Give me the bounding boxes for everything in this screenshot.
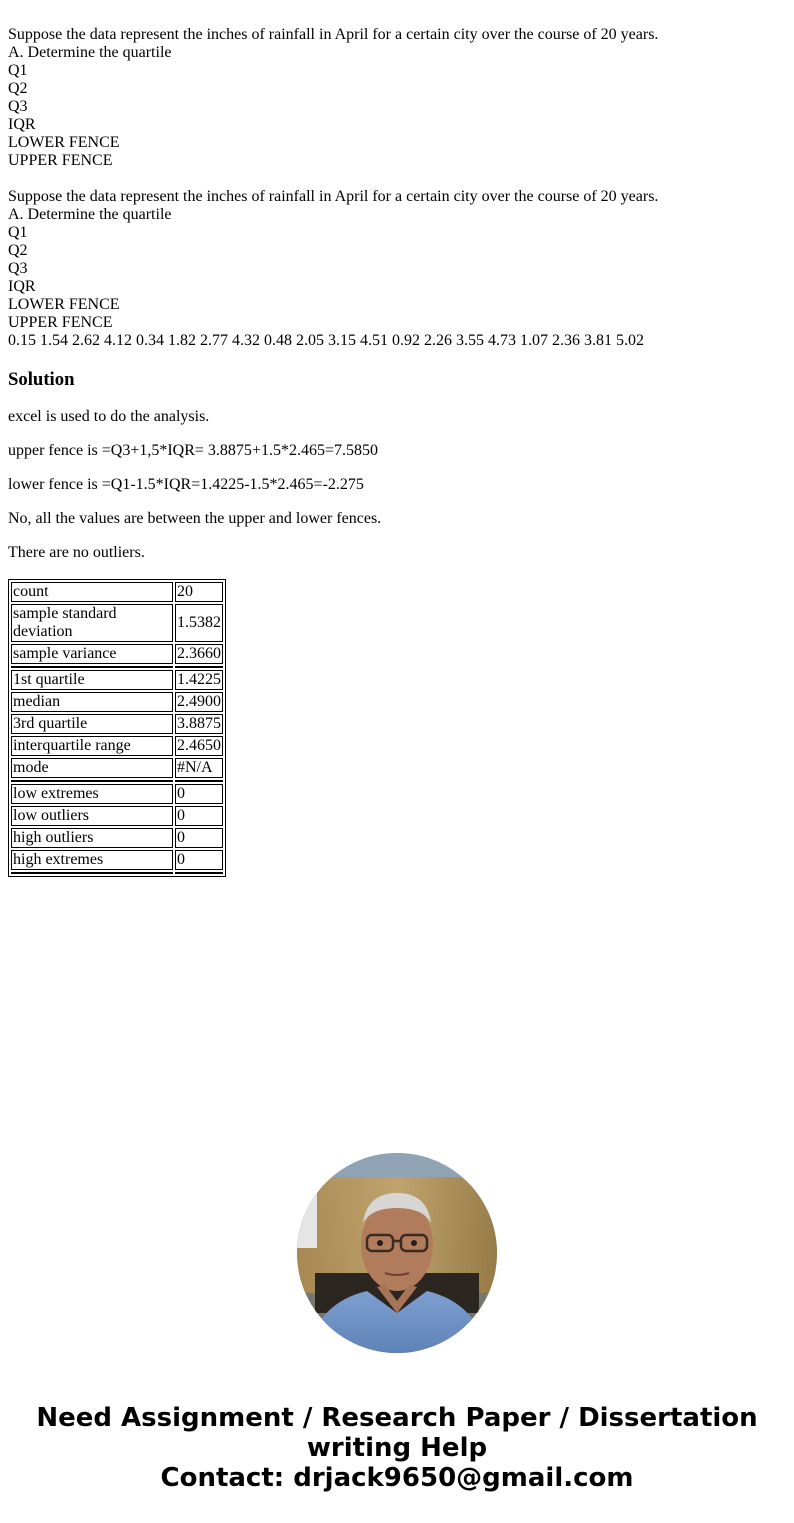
stat-value: 20: [175, 582, 223, 602]
stat-value: 3.8875: [177, 715, 221, 732]
stat-label: sample standard deviation: [11, 604, 173, 642]
solution-paragraph: lower fence is =Q1-1.5*IQR=1.4225-1.5*2.465=-2.275: [8, 476, 364, 493]
question-line: UPPER FENCE: [8, 314, 113, 331]
stat-label: 1st quartile: [11, 670, 173, 690]
question-line: UPPER FENCE: [8, 152, 113, 169]
table-row: [11, 644, 223, 664]
question-line: LOWER FENCE: [8, 296, 120, 313]
question-line: LOWER FENCE: [8, 134, 120, 151]
table-row: [11, 714, 223, 734]
footer-contact: Contact: drjack9650@gmail.com: [160, 1463, 634, 1493]
solution-paragraph: There are no outliers.: [8, 544, 145, 561]
question-line: Q1: [8, 62, 28, 79]
question-line: IQR: [8, 116, 36, 133]
question-line: Suppose the data represent the inches of rainfall in April for a certain city over the course of 20 years.: [8, 188, 659, 205]
table-row: [11, 736, 223, 756]
table-row: [11, 670, 223, 690]
question-line: A. Determine the quartile: [8, 44, 172, 61]
question-text: [8, 26, 788, 350]
descriptive-stats-table: [8, 579, 226, 877]
stat-value: 2.4650: [177, 737, 221, 754]
table-row: [11, 850, 223, 870]
table-separator: [11, 872, 223, 874]
stat-label: 3rd quartile: [11, 714, 173, 734]
table-row: [11, 692, 223, 712]
question-line: Q1: [8, 224, 28, 241]
question-line: Q2: [8, 80, 28, 97]
stat-value: 2.3660: [177, 645, 221, 662]
stat-value: 2.4900: [177, 693, 221, 710]
stat-value: 0: [175, 850, 223, 870]
stat-label: interquartile range: [11, 736, 173, 756]
stat-value: 1.5382: [175, 604, 223, 642]
footer-banner: [0, 1403, 794, 1493]
table-row: [11, 784, 223, 804]
portrait-photo: [297, 1153, 497, 1353]
stat-value: 0: [175, 828, 223, 848]
table-row: [11, 604, 223, 642]
stat-label: low outliers: [11, 806, 173, 826]
solution-heading: Solution: [8, 369, 75, 390]
rainfall-data: 0.15 1.54 2.62 4.12 0.34 1.82 2.77 4.32 0.48 2.05 3.15 4.51 0.92 2.26 3.55 4.73 1.07 2.36 3.81 5.02: [8, 332, 644, 349]
stat-value: #N/A: [175, 758, 223, 778]
stat-label: mode: [11, 758, 173, 778]
question-line: IQR: [8, 278, 36, 295]
table-row: [11, 582, 223, 602]
stat-value: 0: [175, 806, 223, 826]
footer-line: writing Help: [306, 1433, 488, 1463]
table-separator: [11, 666, 223, 668]
stat-value: 1.4225: [177, 671, 221, 688]
solution-paragraph: No, all the values are between the upper and lower fences.: [8, 510, 382, 527]
solution-paragraph: excel is used to do the analysis.: [8, 408, 210, 425]
footer-line: Need Assignment / Research Paper / Dissertation: [36, 1403, 758, 1433]
question-line: Q3: [8, 98, 28, 115]
question-line: Suppose the data represent the inches of rainfall in April for a certain city over the course of 20 years.: [8, 26, 659, 43]
table-row: [11, 758, 223, 778]
table-row: [11, 828, 223, 848]
table-row: [11, 806, 223, 826]
stat-label: high extremes: [11, 850, 173, 870]
question-line: A. Determine the quartile: [8, 206, 172, 223]
stat-value: 0: [175, 784, 223, 804]
question-line: Q3: [8, 260, 28, 277]
solution-paragraph: upper fence is =Q3+1,5*IQR= 3.8875+1.5*2.465=7.5850: [8, 442, 378, 459]
stat-label: median: [11, 692, 173, 712]
stat-label: count: [11, 582, 173, 602]
avatar: [297, 1153, 497, 1353]
question-line: Q2: [8, 242, 28, 259]
stat-label: sample variance: [11, 644, 173, 664]
stat-label: high outliers: [11, 828, 173, 848]
stat-label: low extremes: [11, 784, 173, 804]
table-separator: [11, 780, 223, 782]
